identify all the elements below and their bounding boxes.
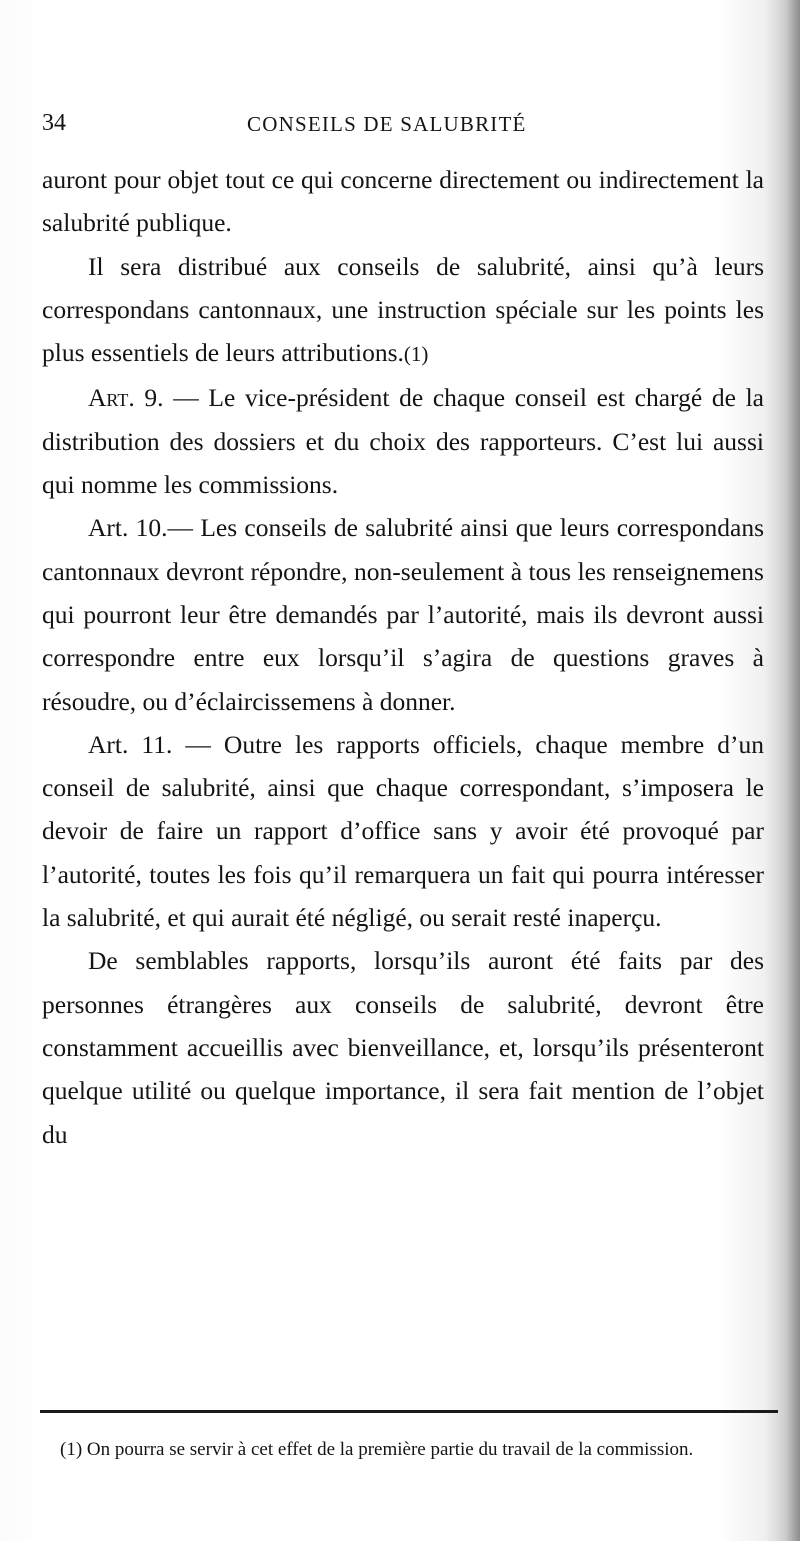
paragraph-instruction	[42, 245, 764, 377]
paragraph-reports	[42, 939, 764, 1155]
page-number: 34	[42, 110, 66, 136]
article-11	[42, 723, 764, 939]
article-9	[42, 376, 764, 506]
paragraph-continuation	[42, 158, 764, 245]
footnote-text: On pourra se servir à cet effet de la première partie du travail de la commission.	[82, 1439, 694, 1460]
article-label: Art.	[88, 729, 129, 759]
article-10	[42, 506, 764, 722]
page-header	[42, 110, 762, 142]
article-text: 10.— Les conseils de salubrité ainsi que leurs correspondans cantonnaux devront répondre, non-seulement à tous les renseignemens qui pourront leur être demandés par l’autorité, mais ils devront aussi correspondre entre eux lorsqu’il s’agira de questions graves à résoudre, ou d’éclaircissemens à donner.	[42, 513, 764, 716]
footnote-reference: (1)	[403, 342, 429, 367]
article-label: Art.	[88, 383, 135, 413]
footnote-marker: (1)	[60, 1439, 83, 1460]
article-text: 9. — Le vice-président de chaque conseil est chargé de la distribution des dossiers et du choix des rapporteurs. C’est lui aussi qui nomme les commissions.	[42, 383, 764, 500]
binding-shadow	[764, 0, 800, 1541]
article-label: Art.	[88, 513, 129, 543]
running-head: CONSEILS DE SALUBRITÉ	[247, 112, 527, 136]
footnote-divider	[40, 1410, 778, 1413]
paragraph-text: De semblables rapports, lorsqu’ils auront été faits par des personnes étrangères aux conseils de salubrité, devront être constamment accueillis avec bienveillance, et, lorsqu’ils présenteront quelque utilité ou quelque importance, il sera fait mention de l’objet du	[42, 946, 764, 1149]
footnote	[60, 1434, 780, 1465]
paragraph-text: Il sera distribué aux conseils de salubrité, ainsi qu’à leurs correspondans cantonnaux, une instruction spéciale sur les points les plus essentiels de leurs attributions.	[42, 251, 764, 368]
paragraph-text: auront pour objet tout ce qui concerne directement ou indirectement la salubrité publique.	[42, 165, 764, 238]
article-text: 11. — Outre les rapports officiels, chaque membre d’un conseil de salubrité, ainsi que chaque correspondant, s’imposera le devoir de faire un rapport d’office sans y avoir été provoqué par l’autorité, toutes les fois qu’il remarquera un fait qui pourra intéresser la salubrité, et qui aurait été négligé, ou serait resté inaperçu.	[42, 729, 764, 933]
footnote-paragraph	[60, 1434, 780, 1465]
body-text	[42, 158, 764, 1156]
